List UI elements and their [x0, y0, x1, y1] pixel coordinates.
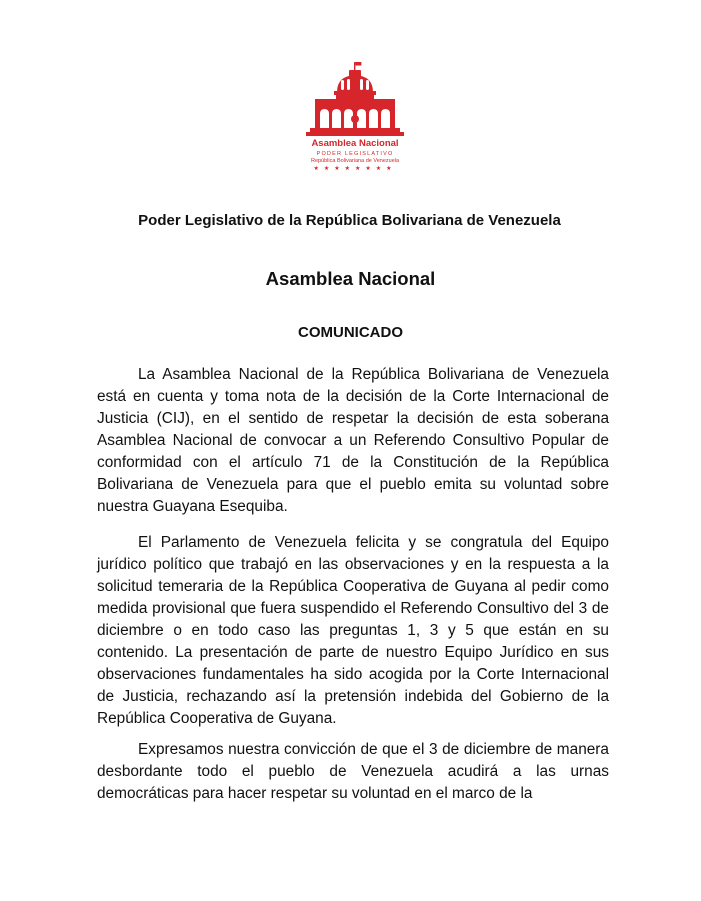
- logo-name: Asamblea Nacional: [311, 138, 399, 149]
- capitol-building-icon: [300, 62, 410, 140]
- document-type-heading: COMUNICADO: [298, 324, 403, 341]
- paragraph-3: Expresamos nuestra convicción de que el 3 de diciembre de manera desbordante todo el pueblo de Venezuela acudirá a las urnas democráticas para hacer respetar su voluntad en el marco de la: [97, 741, 609, 802]
- logo-country: República Bolivariana de Venezuela: [310, 158, 400, 164]
- logo-subtitle: PODER LEGISLATIVO: [316, 151, 394, 157]
- paragraph-2: El Parlamento de Venezuela felicita y se congratula del Equipo jurídico político que trabajó en las observaciones y en la respuesta a la solicitud temeraria de la República Cooperativa de Guyana al pedir como medida provisional que fuera suspendido el Referendo Consultivo del 3 de diciembre o en todo caso las preguntas 1, 3 y 5 que están en su contenido. La presentación de parte de nuestro Equipo Jurídico en sus observaciones fundamentales ha sido acogida por la Corte Internacional de Justicia, rechazando así la pretensión indebida del Gobierno de la República Cooperativa de Guyana.: [97, 534, 609, 727]
- asamblea-nacional-logo: [300, 62, 410, 174]
- logo-stars: ★★★★★★★★: [313, 166, 397, 172]
- branch-heading: Poder Legislativo de la República Bolivariana de Venezuela: [138, 212, 561, 229]
- paragraph-1: La Asamblea Nacional de la República Bolivariana de Venezuela está en cuenta y toma nota de la decisión de la Corte Internacional de Justicia (CIJ), en el sentido de respetar la decisión de esta soberana Asamblea Nacional de convocar a un Referendo Consultivo Popular de conformidad con el artículo 71 de la Constitución de la República Bolivariana de Venezuela para que el pueblo emita su voluntad sobre nuestra Guayana Esequiba.: [97, 366, 609, 515]
- assembly-heading: Asamblea Nacional: [265, 268, 436, 289]
